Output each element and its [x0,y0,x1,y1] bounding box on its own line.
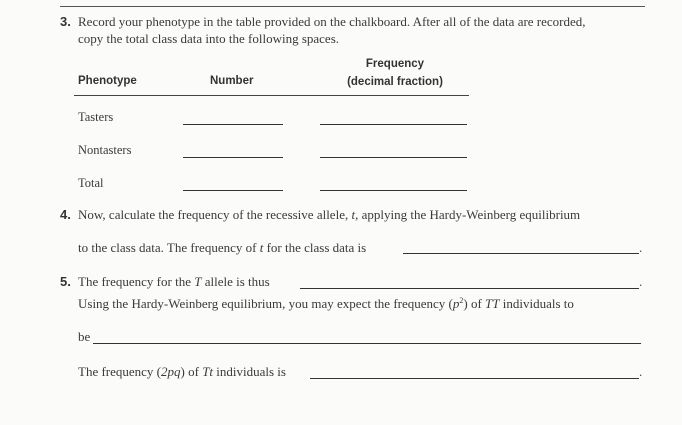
row-label-tasters: Tasters [78,110,114,124]
question-5-number: 5. [60,274,71,289]
question-4-number: 4. [60,207,71,222]
header-frequency: Frequency [365,58,425,70]
tasters-number-blank[interactable] [183,124,283,125]
question-5-text-line-4: The frequency (2pq) of Tt individuals is [78,364,286,379]
header-frequency-unit: (decimal fraction) [347,76,443,88]
recessive-allele-frequency-blank[interactable] [403,253,639,254]
header-number: Number [210,75,254,87]
nontasters-number-blank[interactable] [183,157,283,158]
question-4-period: . [639,240,643,255]
header-phenotype: Phenotype [78,75,137,87]
question-5-text-line-1: The frequency for the T allele is thus [78,274,270,289]
row-label-nontasters: Nontasters [78,143,132,157]
question-5-text-line-2: Using the Hardy-Weinberg equilibrium, you may expect the frequency $(p^2)$ of TT individuals to [78,296,574,311]
heterozygote-frequency-blank[interactable] [310,378,639,379]
top-rule [60,6,645,7]
header-rule [74,95,469,96]
dominant-allele-frequency-blank[interactable] [300,288,639,289]
tasters-frequency-blank[interactable] [320,124,467,125]
question-3-text-line-2: copy the total class data into the following spaces. [78,31,340,46]
nontasters-frequency-blank[interactable] [320,157,467,158]
question-3-number: 3. [60,14,71,29]
tt-frequency-blank[interactable] [93,343,641,344]
question-4-text-line-2: to the class data. The frequency of t for the class data is [78,240,367,255]
total-frequency-blank[interactable] [320,190,467,191]
question-5-final-period: . [639,364,643,379]
total-number-blank[interactable] [183,190,283,191]
question-5-period: . [639,274,643,289]
row-label-total: Total [78,176,104,190]
question-5-text-line-3: be [78,329,91,344]
question-4-text-line-1: Now, calculate the frequency of the recessive allele, t, applying the Hardy-Weinberg equilibrium [78,207,581,222]
question-3-text-line-1: Record your phenotype in the table provided on the chalkboard. After all of the data are recorded, [78,14,586,29]
